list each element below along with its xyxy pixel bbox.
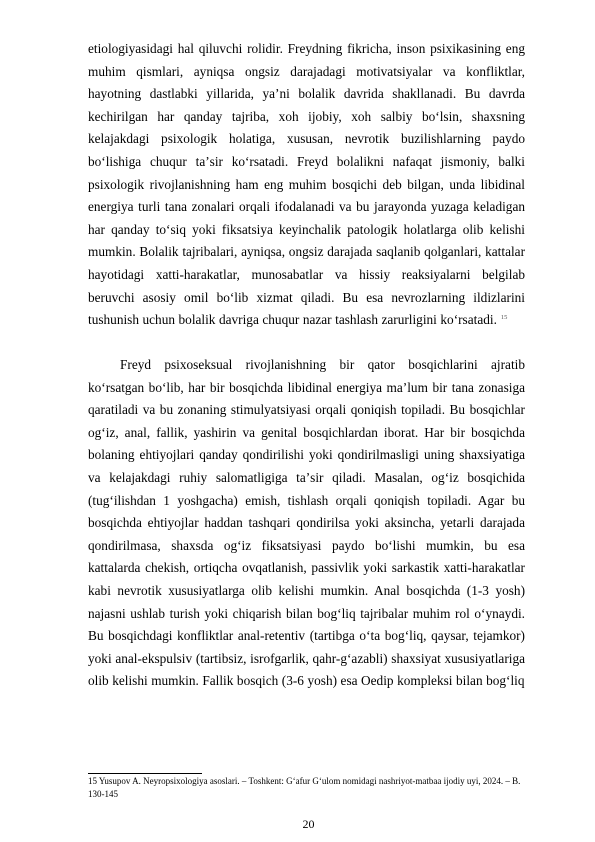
body-paragraph-2: Freyd psixoseksual rivojlanishning bir qator bosqichlarini ajratib koʻrsatgan boʻlib, har bir bosqichda libidinal energiya maʼlum bir tana zonasiga qaratiladi va bu zonaning stimulyatsiyasi orqali qoniqish topiladi. Bu bosqichlar ogʻiz, anal, fallik, yashirin va genital bosqichlardan iborat. Har bir bosqichda bolaning ehtiyojlari qanday qondirilishi yoki qondirilmasligi uning shaxsiyatiga va kelajakdagi ruhiy salomatligiga taʼsir qiladi. Masalan, ogʻiz bosqichida (tugʻilishdan 1 yoshgacha) emish, tishlash orqali qoniqish topiladi. Agar bu bosqichda ehtiyojlar haddan tashqari qondirilsa yoki aksincha, yetarli darajada qondirilmasa, shaxsda ogʻiz fiksatsiyasi paydo boʻlishi mumkin, bu esa kattalarda chekish, ortiqcha ovqatlanish, passivlik yoki sarkastik xatti-harakatlar kabi nevrotik xususiyatlarga olib kelishi mumkin. Anal bosqichda (1-3 yosh) najasni ushlab turish yoki chiqarish bilan bogʻliq tajribalar muhim rol oʻynaydi. Bu bosqichdagi konfliktlar anal-retentiv (tartibga oʻta bogʻliq, qaysar, tejamkor) yoki anal-ekspulsiv (tartibsiz, isrofgarlik, qahr-gʻazabli) shaxsiyat xususiyatlariga olib kelishi mumkin. Fallik bosqich (3-6 yosh) esa Oedip kompleksi bilan bogʻliq — [88, 357, 525, 689]
footnote-reference: 15 — [500, 314, 508, 322]
footnote-separator — [88, 773, 202, 774]
footnote-text: 15 Yusupov A. Neyropsixologiya asoslari. – Toshkent: Gʻafur Gʻulom nomidagi nashriyot-matbaa ijodiy uyi, 2024. – B. 130-145 — [88, 776, 521, 799]
page-number: 20 — [302, 817, 315, 831]
body-paragraph-1 — [88, 38, 525, 332]
paragraph-1-text: etiologiyasidagi hal qiluvchi rolidir. Freydning fikricha, inson psixikasining eng muhim qismlari, ayniqsa ongsiz darajadagi motivatsiyalar va konfliktlar, hayotning dastlabki yillarida, yaʼni bolalik davrida shakllanadi. Bu davrda kechirilgan har qanday tajriba, xoh ijobiy, xoh salbiy boʻlsin, shaxsning kelajakdagi psixologik holatiga, xususan, nevrotik buzilishlarning paydo boʻlishiga chuqur taʼsir koʻrsatadi. Freyd bolalikni nafaqat jismoniy, balki psixologik rivojlanishning ham eng muhim bosqichi deb bilgan, unda libidinal energiya turli tana zonalari orqali ifodalanadi va bu jarayonda yuzaga keladigan har qanday toʻsiq yoki fiksatsiya keyinchalik patologik holatlarga olib kelishi mumkin. Bolalik tajribalari, ayniqsa, ongsiz darajada saqlanib qolganlari, kattalar hayotidagi xatti-harakatlar, munosabatlar va hissiy reaksiyalarni belgilab beruvchi asosiy omil boʻlib xizmat qiladi. Bu esa nevrozlarning ildizlarini tushunish uchun bolalik davriga chuqur nazar tashlash zarurligini koʻrsatadi. — [88, 41, 525, 328]
